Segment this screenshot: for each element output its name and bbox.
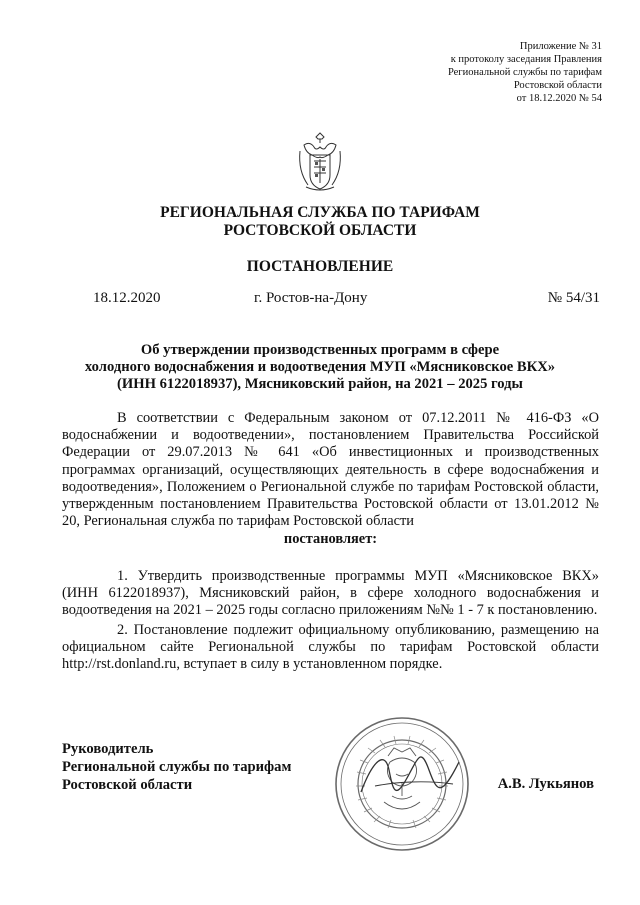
appendix-line: Ростовской области (513, 80, 602, 91)
preamble (62, 410, 599, 530)
handwritten-signature-icon (355, 740, 465, 810)
appendix-line: к протоколу заседания Правления (450, 54, 602, 65)
agency-title-line: РЕГИОНАЛЬНАЯ СЛУЖБА ПО ТАРИФАМ (160, 204, 480, 221)
signer-position-line: Региональной службы по тарифам (62, 759, 292, 775)
decree-item: 2. Постановление подлежит официальному опубликованию, размещению на официальном сайте Региональной службы по тарифам Ростовской области http://rst.donland.ru, вступает в силу в установленном порядке. (62, 621, 599, 673)
document-number: № 54/31 (547, 290, 600, 306)
decree-word: постановляет: (283, 531, 378, 547)
coat-of-arms-icon (296, 131, 344, 193)
decree-item: 1. Утвердить производственные программы МУП «Мясниковское ВКХ» (ИНН 6122018937), Мясниковский район, в сфере холодного водоснабжения и водоотведения на 2021 – 2025 годы согласно приложениям №№ 1 - 7 к постановлению. (62, 568, 599, 619)
agency-title (60, 204, 580, 240)
appendix-line: Приложение № 31 (519, 41, 602, 52)
document-date: 18.12.2020 (93, 290, 161, 306)
preamble-paragraph: В соответствии с Федеральным законом от 07.12.2011 № 416-ФЗ «О водоснабжении и водоотведении», постановлением Правительства Российской Федерации от 29.07.2013 № 641 «Об инвестиционных и производственных программах организаций, осуществляющих деятельность в сфере водоснабжения и водоотведения», Положением о Региональной службе по тарифам Ростовской области, утвержденным постановлением Правительства Ростовской области от 13.01.2012 № 20, Региональная служба по тарифам Ростовской области (62, 410, 599, 530)
appendix-line: Региональной службы по тарифам (447, 67, 602, 78)
signer-name: А.В. Лукьянов (497, 776, 594, 792)
signer-position-line: Ростовской области (62, 777, 193, 793)
document-type: ПОСТАНОВЛЕНИЕ (246, 258, 394, 275)
document-subject (50, 342, 590, 393)
subject-line: холодного водоснабжения и водоотведения МУП «Мясниковское ВКХ» (84, 359, 556, 375)
subject-line: Об утверждении производственных программ в сфере (140, 342, 500, 358)
appendix-line: от 18.12.2020 № 54 (516, 93, 602, 104)
document-place: г. Ростов-на-Дону (254, 290, 368, 306)
signer-position (62, 740, 291, 794)
decree-items (62, 568, 599, 673)
agency-title-line: РОСТОВСКОЙ ОБЛАСТИ (223, 222, 417, 239)
signer-position-line: Руководитель (62, 741, 154, 757)
subject-line: (ИНН 6122018937), Мясниковский район, на 2021 – 2025 годы (117, 376, 523, 392)
document-meta (93, 290, 600, 310)
appendix-note (382, 40, 602, 105)
